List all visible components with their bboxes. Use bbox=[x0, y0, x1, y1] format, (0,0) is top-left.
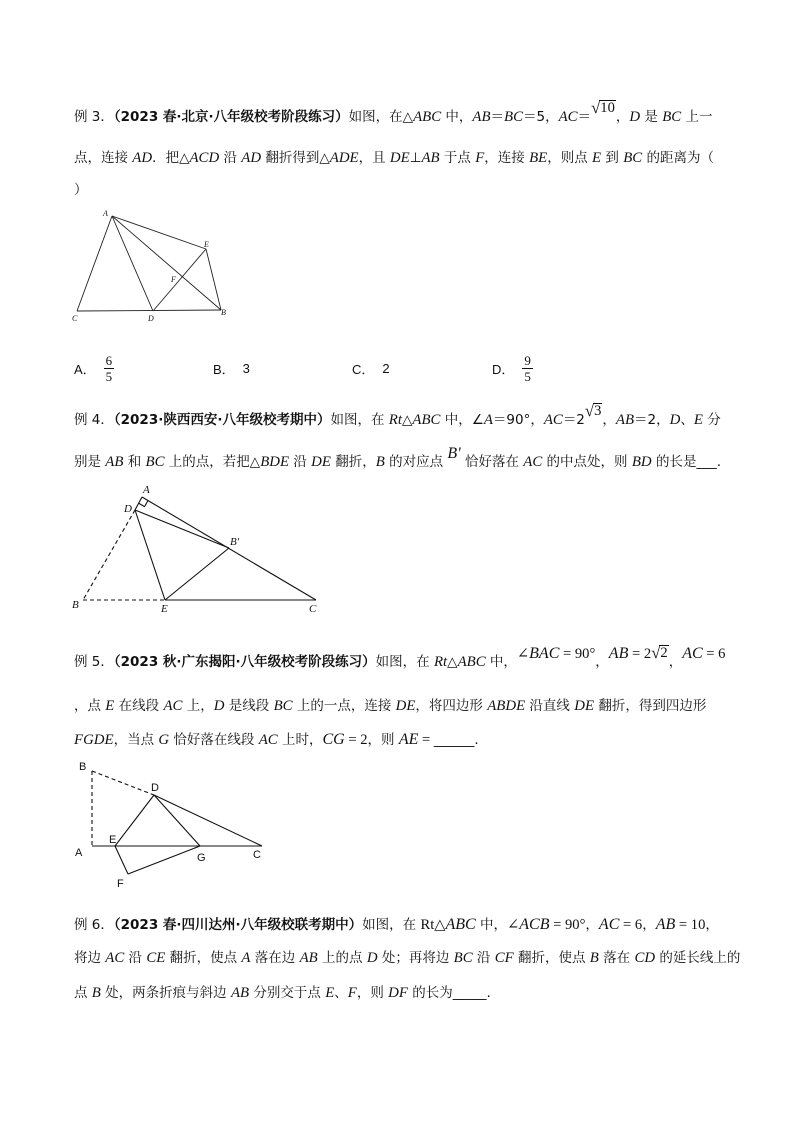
math-variable: AC bbox=[598, 916, 620, 933]
text-run: 2 bbox=[382, 360, 390, 376]
example-3-line-1 bbox=[74, 98, 713, 127]
math-variable: AB bbox=[230, 985, 250, 1001]
math-variable: DE bbox=[395, 698, 416, 714]
text-run: ，连接 bbox=[484, 150, 530, 166]
point-label-a: A bbox=[143, 484, 150, 496]
text-run: 的长为_____. bbox=[407, 985, 491, 1001]
fraction bbox=[522, 353, 533, 384]
math-variable: AC bbox=[682, 645, 703, 662]
text-run: 3 bbox=[242, 360, 250, 376]
text-run: ，将四边形 bbox=[415, 698, 488, 714]
math-variable: AC bbox=[543, 412, 563, 428]
math-variable: D bbox=[366, 950, 378, 966]
text-run: 中， bbox=[441, 109, 473, 125]
text-run: 上， bbox=[182, 698, 214, 714]
text-run: 如图，在 bbox=[362, 917, 421, 933]
radical-sign: √ bbox=[651, 643, 661, 662]
math-variable: AC bbox=[523, 454, 543, 470]
segment-dc bbox=[154, 795, 262, 846]
text-run: ⊥ bbox=[409, 150, 422, 166]
text-run: 如图，在△ bbox=[348, 109, 414, 125]
math-variable: D bbox=[629, 109, 641, 125]
point-label-b: B bbox=[72, 599, 79, 611]
option-c-value bbox=[382, 361, 389, 376]
example-5-line-2 bbox=[74, 696, 706, 716]
text-run: Rt△ bbox=[420, 917, 446, 933]
text-run: 、 bbox=[680, 412, 694, 428]
point-label-d: D bbox=[151, 782, 159, 794]
example-6-line-2 bbox=[74, 948, 740, 968]
example-6-line-1 bbox=[74, 915, 719, 935]
text-run: = 2 bbox=[344, 732, 368, 748]
example-6-line-3 bbox=[74, 983, 491, 1003]
point-label-d: D bbox=[148, 314, 154, 323]
text-run: 分 bbox=[702, 412, 721, 428]
math-variable: DE bbox=[311, 454, 331, 470]
text-run: 翻折得到△ bbox=[261, 150, 330, 166]
denominator: 5 bbox=[524, 368, 531, 384]
option-a-label: A． bbox=[74, 361, 96, 377]
text-run: ，点 bbox=[74, 698, 106, 714]
figure-example-5 bbox=[68, 755, 273, 893]
radicand: 10 bbox=[600, 100, 615, 117]
text-run: 中， bbox=[485, 654, 517, 670]
example-3-line-3 bbox=[74, 180, 88, 200]
text-run: 的对应点 bbox=[384, 454, 448, 470]
math-variable: ACD bbox=[189, 150, 220, 166]
math-variable: CE bbox=[146, 950, 166, 966]
raised-formula bbox=[591, 99, 616, 119]
point-label-e: E bbox=[109, 834, 117, 846]
text-run: = bbox=[418, 732, 434, 748]
math-variable: E bbox=[693, 412, 703, 428]
option-b-label: B． bbox=[213, 361, 235, 377]
math-variable: AE bbox=[398, 731, 419, 748]
text-run: ∠ bbox=[507, 917, 520, 933]
math-variable: CD bbox=[634, 950, 656, 966]
text-run: 点，连接 bbox=[74, 150, 133, 166]
example-4-line-2 bbox=[74, 445, 721, 472]
option-a-value bbox=[104, 353, 115, 384]
math-variable: BDE bbox=[260, 454, 290, 470]
math-variable: G bbox=[158, 732, 170, 748]
math-variable: B bbox=[589, 950, 599, 966]
text-run: 是线段 bbox=[224, 698, 274, 714]
option-c bbox=[352, 350, 390, 386]
math-variable: E bbox=[105, 698, 115, 714]
text-run: = 90° bbox=[549, 917, 586, 933]
math-variable: ABC bbox=[412, 412, 441, 428]
math-variable: DE bbox=[389, 150, 410, 166]
text-run: 到 bbox=[601, 150, 624, 166]
math-variable: ABC bbox=[457, 654, 486, 670]
point-label-e: E bbox=[204, 240, 209, 249]
text-run: 将边 bbox=[74, 950, 106, 966]
text-run: ，则点 bbox=[547, 150, 593, 166]
radicand: 3 bbox=[594, 403, 602, 420]
math-variable: B bbox=[375, 454, 385, 470]
point-label-a: A bbox=[103, 209, 108, 218]
math-variable: AD bbox=[132, 150, 153, 166]
text-run: ，且 bbox=[358, 150, 390, 166]
text-run: 落在边 bbox=[250, 950, 300, 966]
math-variable: AC bbox=[258, 732, 278, 748]
example-5-line-1 bbox=[74, 643, 726, 672]
math-variable: A bbox=[483, 412, 493, 428]
math-variable: Rt bbox=[388, 412, 402, 428]
option-b bbox=[213, 350, 250, 386]
text-run: 的中点处，则 bbox=[542, 454, 632, 470]
segment-db-dashed bbox=[83, 510, 135, 600]
text-run: ， bbox=[705, 917, 719, 933]
math-variable: E bbox=[325, 985, 335, 1001]
math-variable: AB bbox=[655, 916, 676, 933]
text-run: 点 bbox=[74, 985, 92, 1001]
math-variable: ABC bbox=[413, 109, 442, 125]
text-run: 沿 bbox=[472, 950, 495, 966]
figure-example-4 bbox=[65, 480, 330, 618]
text-run: ， bbox=[585, 917, 599, 933]
radicand: 2 bbox=[660, 645, 668, 662]
text-run: ， bbox=[615, 109, 630, 125]
example-4-line-1 bbox=[74, 401, 721, 430]
text-run: 上的点 bbox=[317, 950, 367, 966]
math-variable: ABDE bbox=[487, 698, 526, 714]
numerator: 6 bbox=[105, 352, 113, 368]
text-run: = 6 bbox=[702, 646, 726, 662]
option-d-label: D． bbox=[492, 361, 515, 377]
math-variable: BD bbox=[631, 454, 652, 470]
math-variable: CG bbox=[322, 731, 345, 748]
point-label-c: C bbox=[309, 603, 317, 615]
math-variable: AC bbox=[105, 950, 125, 966]
segment-eb bbox=[206, 249, 221, 310]
math-variable: Rt bbox=[433, 654, 448, 670]
raised-formula bbox=[609, 644, 669, 664]
text-run: 恰好落在 bbox=[460, 454, 524, 470]
segment-cb bbox=[77, 310, 221, 311]
source-note: （2023 春·北京·八年级校考阶段练习） bbox=[113, 109, 349, 125]
point-label-b: B bbox=[79, 761, 87, 773]
option-d bbox=[492, 350, 533, 386]
raised-formula bbox=[517, 644, 595, 664]
text-run: 例 5． bbox=[74, 654, 114, 670]
segment-db-prime bbox=[135, 510, 229, 548]
example-3-line-2 bbox=[74, 148, 714, 168]
math-variable: AB bbox=[105, 454, 124, 470]
text-run: 沿 bbox=[219, 150, 242, 166]
text-run: 翻折，得到四边形 bbox=[594, 698, 707, 714]
math-variable: BC bbox=[662, 109, 682, 125]
option-d-value bbox=[522, 353, 533, 384]
text-run: ∠ bbox=[516, 646, 530, 662]
text-run: = 2 bbox=[628, 646, 652, 662]
math-variable: AB bbox=[615, 412, 635, 428]
text-run: 中，∠ bbox=[440, 412, 484, 428]
formula bbox=[507, 917, 585, 933]
math-variable: BE bbox=[529, 150, 548, 166]
text-run: 沿直线 bbox=[525, 698, 575, 714]
segment-eb-prime bbox=[165, 548, 229, 600]
point-label-b-prime: B′ bbox=[230, 536, 240, 548]
text-run: 在线段 bbox=[114, 698, 164, 714]
point-label-f: F bbox=[117, 878, 124, 890]
text-run: 的长是___. bbox=[651, 454, 721, 470]
math-variable: AC bbox=[163, 698, 183, 714]
radical-sign: √ bbox=[591, 98, 601, 117]
math-variable: AB bbox=[472, 109, 491, 125]
point-label-c: C bbox=[72, 314, 78, 323]
square-root bbox=[651, 645, 669, 662]
text-run: 的延长线上的 bbox=[655, 950, 741, 966]
formula bbox=[656, 917, 706, 933]
text-run: △ bbox=[447, 654, 458, 670]
text-run: 如图，在 bbox=[375, 654, 434, 670]
text-run: 翻折，使点 bbox=[165, 950, 242, 966]
segment-ae bbox=[112, 216, 206, 249]
text-run: 翻折， bbox=[330, 454, 376, 470]
math-variable: AC bbox=[558, 109, 578, 125]
text-run: ＝2， bbox=[634, 412, 670, 428]
text-run: ，则 bbox=[356, 985, 389, 1001]
text-run: ．把△ bbox=[152, 150, 190, 166]
text-run: = 90° bbox=[559, 646, 596, 662]
answer-options bbox=[0, 350, 800, 386]
text-run: ＝5， bbox=[523, 109, 559, 125]
segment-ed bbox=[115, 795, 154, 846]
text-run: 例 3． bbox=[74, 109, 114, 125]
figure-example-3 bbox=[60, 200, 240, 330]
source-note: （2023 春·四川达州·八年级校联考期中） bbox=[113, 917, 363, 933]
text-run: 上的点，若把△ bbox=[164, 454, 261, 470]
text-run: 、 bbox=[334, 985, 348, 1001]
text-run: = 6 bbox=[619, 917, 643, 933]
numerator: 9 bbox=[524, 352, 531, 368]
text-run: 沿 bbox=[124, 950, 147, 966]
math-variable: ADE bbox=[329, 150, 359, 166]
text-run: ） bbox=[74, 182, 88, 198]
segment-fg bbox=[128, 846, 200, 874]
segment-bd-dashed bbox=[92, 771, 154, 795]
example-5-line-3 bbox=[74, 730, 479, 750]
text-run: 落在 bbox=[598, 950, 635, 966]
text-run: ______. bbox=[433, 732, 479, 748]
segment-dg bbox=[154, 795, 200, 846]
text-run: ， bbox=[595, 654, 609, 670]
math-variable: D bbox=[669, 412, 681, 428]
math-variable: AB bbox=[299, 950, 318, 966]
math-variable: BC bbox=[273, 698, 293, 714]
math-variable: BC bbox=[145, 454, 165, 470]
math-variable: CF bbox=[494, 950, 514, 966]
math-variable: A bbox=[241, 950, 251, 966]
math-variable: BC bbox=[453, 950, 473, 966]
option-c-label: C． bbox=[352, 361, 375, 377]
text-run: 上一 bbox=[681, 109, 713, 125]
math-variable: FGDE bbox=[74, 732, 114, 748]
text-run: 例 6． bbox=[74, 917, 114, 933]
text-run: 分别交于点 bbox=[249, 985, 326, 1001]
segment-ef bbox=[115, 846, 128, 874]
text-run: 是 bbox=[640, 109, 663, 125]
text-run: 上的一点，连接 bbox=[292, 698, 396, 714]
text-run: 处；再将边 bbox=[377, 950, 454, 966]
text-run: 恰好落在线段 bbox=[169, 732, 259, 748]
text-run: ， bbox=[642, 917, 656, 933]
text-run: ， bbox=[668, 654, 683, 670]
point-label-b: B bbox=[221, 308, 226, 317]
raised-formula bbox=[447, 444, 460, 464]
formula bbox=[599, 917, 642, 933]
option-a bbox=[74, 350, 114, 386]
math-variable: BAC bbox=[529, 645, 560, 662]
math-variable: AD bbox=[241, 150, 262, 166]
math-variable: DF bbox=[388, 985, 408, 1001]
math-variable: D bbox=[213, 698, 225, 714]
math-variable: ABC bbox=[445, 916, 476, 933]
text-run: 的距离为（ bbox=[642, 150, 714, 166]
square-root bbox=[585, 403, 603, 420]
option-b-value bbox=[243, 361, 250, 376]
math-variable: BC bbox=[504, 109, 524, 125]
text-run: 例 4． bbox=[74, 412, 114, 428]
math-variable: F bbox=[347, 985, 357, 1001]
square-root bbox=[591, 100, 616, 117]
text-run: ， bbox=[602, 412, 616, 428]
radical-sign: √ bbox=[584, 401, 595, 420]
text-run: 于点 bbox=[439, 150, 476, 166]
segment-de bbox=[135, 510, 165, 600]
fraction bbox=[104, 353, 115, 384]
raised-formula bbox=[585, 402, 603, 422]
text-run: 中， bbox=[475, 917, 508, 933]
math-variable: E bbox=[592, 150, 602, 166]
text-run: ，则 bbox=[367, 732, 399, 748]
text-run: ＝2 bbox=[562, 412, 585, 428]
math-variable: DE bbox=[574, 698, 595, 714]
point-label-a: A bbox=[75, 847, 83, 859]
text-run: = 10 bbox=[675, 917, 706, 933]
source-note: （2023 秋·广东揭阳·八年级校考阶段练习） bbox=[113, 654, 376, 670]
math-variable: F bbox=[475, 150, 485, 166]
segment-ad bbox=[112, 216, 153, 311]
text-run: 翻折，使点 bbox=[513, 950, 590, 966]
math-variable: B bbox=[91, 985, 101, 1001]
segment-ac bbox=[77, 216, 112, 311]
denominator: 5 bbox=[105, 368, 113, 384]
formula bbox=[322, 732, 367, 748]
text-run: ＝ bbox=[490, 109, 505, 125]
point-label-e: E bbox=[161, 603, 168, 615]
text-run: 处，两条折痕与斜边 bbox=[100, 985, 231, 1001]
text-run: 沿 bbox=[289, 454, 312, 470]
point-label-d: D bbox=[124, 503, 132, 515]
math-variable: B′ bbox=[447, 445, 461, 462]
point-label-g: G bbox=[197, 852, 206, 864]
point-label-c: C bbox=[253, 849, 261, 861]
formula bbox=[420, 917, 475, 933]
text-run: ＝ bbox=[577, 109, 592, 125]
math-variable: ACB bbox=[519, 916, 550, 933]
text-run: ＝90°， bbox=[492, 412, 544, 428]
text-run: 别是 bbox=[74, 454, 106, 470]
math-variable: AB bbox=[608, 645, 629, 662]
source-note: （2023·陕西西安·八年级校考期中） bbox=[113, 412, 331, 428]
text-run: 上时， bbox=[277, 732, 323, 748]
raised-formula bbox=[682, 644, 725, 664]
math-variable: BC bbox=[623, 150, 643, 166]
math-variable: AB bbox=[421, 150, 440, 166]
formula bbox=[399, 732, 434, 748]
point-label-f: F bbox=[171, 275, 176, 284]
text-run: 和 bbox=[123, 454, 146, 470]
text-run: ，当点 bbox=[113, 732, 159, 748]
text-run: △ bbox=[401, 412, 413, 428]
text-run: 如图，在 bbox=[330, 412, 389, 428]
